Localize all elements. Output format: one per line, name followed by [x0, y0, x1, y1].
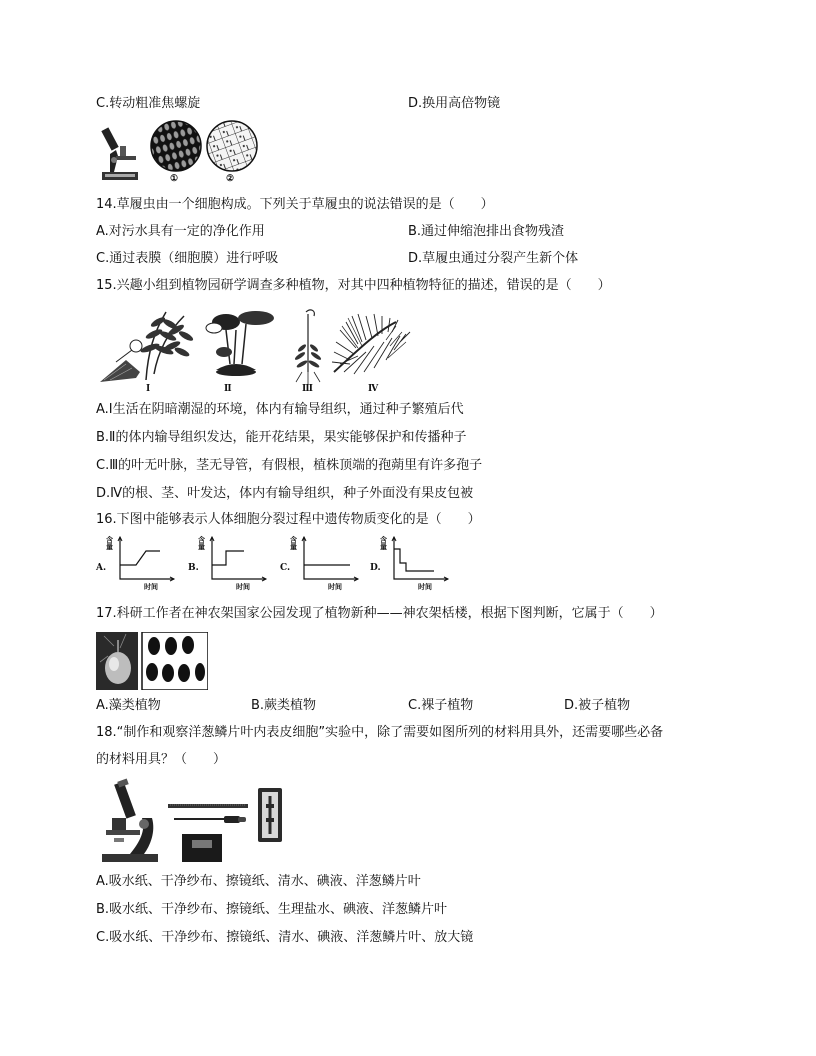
- q16-graph-b-plot: [208, 535, 268, 583]
- q18-option-b: B.吸水纸、干净纱布、擦镜纸、生理盐水、碘液、洋葱鳞片叶: [96, 902, 448, 917]
- microscope-icon: [102, 778, 158, 862]
- q14-option-b: B.通过伸缩泡排出食物残渣: [408, 224, 565, 239]
- q18-stem-line1: 18.“制作和观察洋葱鳞片叶内表皮细胞”实验中，除了需要如图所列的材料用具外，还需要哪些必备: [96, 725, 664, 740]
- q15-label-3: Ⅲ: [302, 384, 313, 394]
- q17-figure: [96, 632, 208, 690]
- q16-graph-c-plot: [300, 535, 360, 583]
- moss-icon: [294, 310, 322, 384]
- q15-option-c: C.Ⅲ的叶无叶脉，茎无导管，有假根，植株顶端的孢蒴里有许多孢子: [96, 458, 483, 473]
- q16-figure: [96, 535, 446, 591]
- forceps-icon: [168, 804, 248, 808]
- q16-graph-a-plot: [116, 535, 176, 583]
- q16-stem: 16.下图中能够表示人体细胞分裂过程中遗传物质变化的是（ ）: [96, 512, 481, 527]
- q16-ylabel-d: 含量: [380, 536, 387, 551]
- q18-figure: [100, 778, 300, 866]
- q16-graph-d: [370, 535, 450, 591]
- q15-label-2: Ⅱ: [224, 384, 232, 394]
- razor-blade-icon: [258, 788, 282, 842]
- q15-label-1: Ⅰ: [146, 384, 151, 394]
- q16-ylabel-c: 含量: [290, 536, 297, 551]
- fern-icon: [100, 312, 194, 382]
- microscope-icon: [96, 120, 266, 188]
- q16-letter-b: B.: [188, 563, 199, 573]
- q16-letter-d: D.: [370, 563, 381, 573]
- q15-label-4: Ⅳ: [368, 384, 379, 394]
- q15-option-b: B.Ⅱ的体内输导组织发达，能开花结果，果实能够保护和传播种子: [96, 430, 467, 445]
- q17-option-a: A.藻类植物: [96, 698, 161, 713]
- q13-option-d: D.换用高倍物镜: [408, 96, 501, 111]
- q16-graph-c: [280, 535, 360, 591]
- q16-letter-a: A.: [96, 563, 107, 573]
- q15-stem: 15.兴趣小组到植物园研学调查多种植物，对其中四种植物特征的描述，错误的是（ ）: [96, 278, 611, 293]
- q17-plant-images: [96, 632, 208, 690]
- q13-figure: [96, 120, 266, 188]
- q14-option-a: A.对污水具有一定的净化作用: [96, 224, 265, 239]
- q17-option-d: D.被子植物: [564, 698, 631, 713]
- q15-option-a: A.Ⅰ生活在阴暗潮湿的环境，体内有输导组织，通过种子繁殖后代: [96, 402, 464, 417]
- q16-ylabel-a: 含量: [106, 536, 113, 551]
- dropper-icon: [174, 816, 246, 823]
- q13-label-1: ①: [170, 174, 179, 184]
- lotus-icon: [206, 311, 274, 376]
- q14-option-d: D.草履虫通过分裂产生新个体: [408, 251, 579, 266]
- q16-letter-c: C.: [280, 563, 291, 573]
- q16-graph-b: [188, 535, 268, 591]
- pine-icon: [332, 314, 410, 374]
- q13-option-c: C.转动粗准焦螺旋: [96, 96, 201, 111]
- q18-lab-tools: [100, 778, 300, 866]
- q15-option-d: D.Ⅳ的根、茎、叶发达，体内有输导组织，种子外面没有果皮包被: [96, 486, 474, 501]
- q13-label-2: ②: [226, 174, 235, 184]
- q16-ylabel-b: 含量: [198, 536, 205, 551]
- q14-stem: 14.草履虫由一个细胞构成。下列关于草履虫的说法错误的是（ ）: [96, 197, 494, 212]
- q15-figure: [96, 302, 416, 398]
- q16-xlabel-d: 时间: [418, 583, 432, 591]
- q17-stem: 17.科研工作者在神农架国家公园发现了植物新种——神农架栝楼，根据下图判断，它属于（ ）: [96, 606, 663, 621]
- q18-option-a: A.吸水纸、干净纱布、擦镜纸、清水、碘液、洋葱鳞片叶: [96, 874, 421, 889]
- q16-xlabel-b: 时间: [236, 583, 250, 591]
- slide-icon: [182, 834, 222, 862]
- q14-option-c: C.通过表膜（细胞膜）进行呼吸: [96, 251, 279, 266]
- q16-xlabel-a: 时间: [144, 583, 158, 591]
- q16-graph-a: [96, 535, 176, 591]
- q16-xlabel-c: 时间: [328, 583, 342, 591]
- q18-stem-line2: 的材料用具？（ ）: [96, 752, 227, 767]
- q18-option-c: C.吸水纸、干净纱布、擦镜纸、清水、碘液、洋葱鳞片叶、放大镜: [96, 930, 474, 945]
- q16-graph-d-plot: [390, 535, 450, 583]
- q17-option-b: B.蕨类植物: [251, 698, 317, 713]
- q17-option-c: C.裸子植物: [408, 698, 474, 713]
